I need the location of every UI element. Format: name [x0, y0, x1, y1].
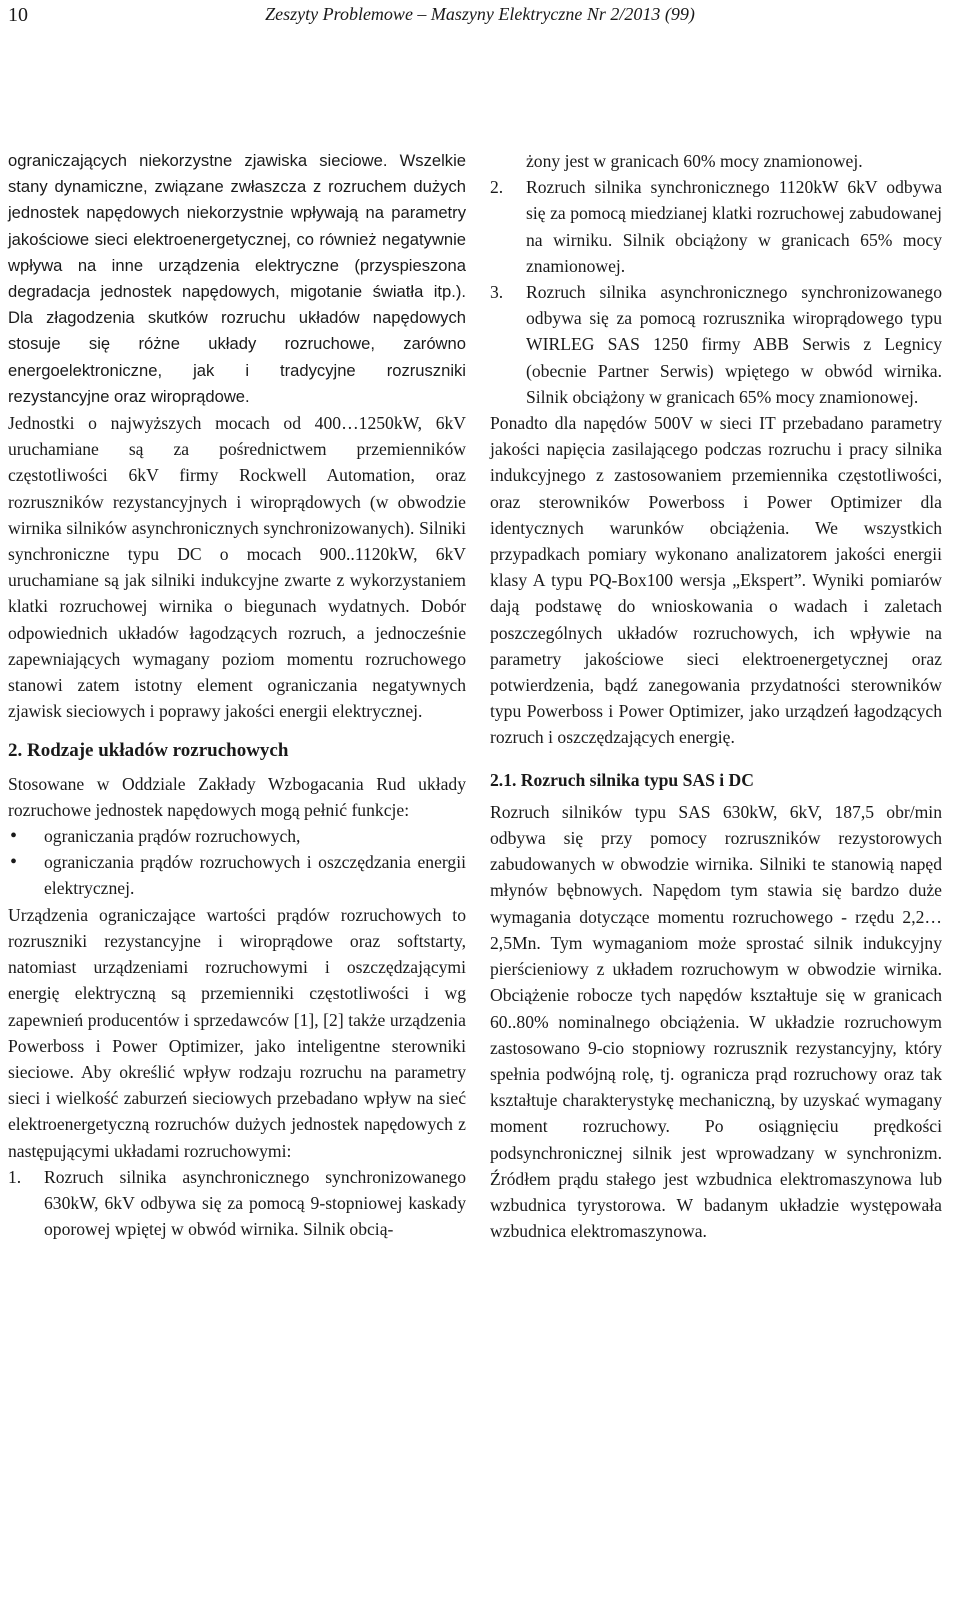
- list-item-text: Rozruch silnika synchronicznego 1120kW 6kV odbywa się za pomocą miedzianej klatki rozruchowej zabudowanej na wirniku. Silnik obciążony w granicach 65% mocy znamionowej.: [526, 177, 942, 276]
- list-item: [490, 279, 942, 410]
- units-paragraph: Jednostki o najwyższych mocach od 400…1250kW, 6kV uruchamiane są za pośrednictwem przemienników częstotliwości 6kV firmy Rockwell Automation, oraz rozruszników rezystancyjnych i wiroprądowych (w obwodzie wirnika silników asynchronicznych synchronizowanych). Silniki synchroniczne typu DC o mocach 900..1120kW, 6kV uruchamiane są jak silniki indukcyjne zwarte z wykorzystaniem klatki rozruchowej wirnika o biegunach wydatnych. Dobór odpowiednich układów łagodzących rozruch, a jednocześnie zapewniających wymagany poziom momentu rozruchowego stanowi zatem istotny element ograniczania negatywnych zjawisk sieciowych i poprawy jakości energii elektrycznej.: [8, 413, 466, 722]
- startup-list: [8, 1164, 466, 1243]
- measurement-paragraph: Ponadto dla napędów 500V w sieci IT przebadano parametry jakości napięcia zasilającego podczas rozruchu i pracy silnika indukcyjnego z zastosowaniem przemiennika częstotliwości, oraz sterowników Powerboss i Power Optimizer dla identycznych warunków obciążenia. We wszystkich przypadkach pomiary wykonano analizatorem jakości energii klasy A typu PQ-Box100 wersja „Ekspert”. Wyniki pomiarów dają podstawę do wnioskowania o wadach i zaletach poszczególnych układów rozruchowych, ich wpływie na parametry jakościowe sieci elektroenergetycznej oraz potwierdzenia, bądź zanegowania przydatności sterowników typu Powerboss i Power Optimizer, jako urządzeń łagodzących rozruch i oszczędzających energię.: [490, 413, 942, 748]
- list-item: • ograniczania prądów rozruchowych,: [8, 823, 466, 849]
- right-column: [490, 148, 942, 1244]
- list-number: 3.: [490, 282, 504, 303]
- list-item-text: Rozruch silnika asynchronicznego synchronizowanego 630kW, 6kV odbywa się za pomocą 9-stopniowej kaskady oporowej wpiętej w obwód wirnika. Silnik obcią-: [44, 1166, 466, 1240]
- functions-paragraph: Stosowane w Oddziale Zakłady Wzbogacania Rud układy rozruchowe jednostek napędowych mogą pełnić funkcje:: [8, 773, 466, 820]
- list-number: 1.: [8, 1166, 22, 1187]
- list-item: [490, 174, 942, 279]
- list-item-text: Rozruch silnika asynchronicznego synchronizowanego odbywa się za pomocą rozrusznika wiroprądowego typu WIRLEG SAS 1250 firmy ABB Serwis z Legnicy (obecnie Partner Serwis) wpiętego w obwód wirnika. Silnik obciążony w granicach 65% mocy znamionowej.: [526, 282, 942, 407]
- left-column: [8, 148, 466, 1242]
- list-item: [8, 1164, 466, 1243]
- devices-paragraph: Urządzenia ograniczające wartości prądów rozruchowych to rozruszniki rezystancyjne i wiroprądowe oraz softstarty, natomiast urządzeniami rozruchowymi i oszczędzającymi energię elektryczną są przemienniki częstotliwości i wg zapewnień producentów i sprzedawców [1], [2] także urządzenia Powerboss i Power Optimizer, jako inteligentne sterowniki sieciowe. Aby określić wpływ rodzaju rozruchu na parametry sieci i wielkość zaburzeń sieciowych przebadano wpływ na sieć elektroenergetyczną rozruchów dużych jednostek napędowych z następującymi układami rozruchowymi:: [8, 904, 466, 1161]
- sas-paragraph: Rozruch silników typu SAS 630kW, 6kV, 187,5 obr/min odbywa się przy pomocy rozruszników rezystorowych zabudowanych w obwodzie wirnika. Silniki te stanowią napęd młynów bębnowych. Napędom tym stawia się bardzo duże wymagania dotyczące momentu rozruchowego - rzędu 2,2…2,5Mn. Tym wymaganiom może sprostać silnik indukcyjny pierścieniowy z układem rozruchowym w obwodzie wirnika. Obciążenie robocze tych napędów kształtuje się w granicach 60..80% nominalnego obciążenia. W układzie rozruchowym zastosowano 9-cio stopniowy rozrusznik rezystancyjny, który spełnia podwójną rolę, tj. ogranicza prąd rozruchowy oraz tak kształtuje charakterystykę mechaniczną, by uzyskać wymagany moment rozruchowy. Po osiągnięciu prędkości podsynchronicznej silnik jest wprowadzany w synchronizm. Źródłem prądu stałego jest wzbudnica elektromaszynowa lub wzbudnica tyrystorowa. W badanym układzie występowała wzbudnica elektromaszynowa.: [490, 801, 942, 1242]
- page-number: 10: [8, 4, 28, 26]
- section-heading: 2. Rodzaje układów rozruchowych: [8, 740, 289, 762]
- intro-paragraph: ograniczających niekorzystne zjawiska sieciowe. Wszelkie stany dynamiczne, związane zwłaszcza z rozruchem dużych jednostek napędowych niekorzystnie wpływają na parametry jakościowe sieci elektroenergetycznej, co również negatywnie wpływa na inne urządzenia elektryczne (przyspieszona degradacja jednostek napędowych, migotanie światła itp.). Dla złagodzenia skutków rozruchu układów napędowych stosuje się różne układy rozruchowe, zarówno energoelektroniczne, jak i tradycyjne rozruszniki rezystancyjne oraz wiroprądowe.: [8, 151, 466, 406]
- functions-list: [8, 823, 466, 902]
- list-item-continuation: żony jest w granicach 60% mocy znamionowej.: [526, 151, 863, 171]
- running-header: Zeszyty Problemowe – Maszyny Elektryczne Nr 2/2013 (99): [265, 4, 695, 24]
- subsection-heading: 2.1. Rozruch silnika typu SAS i DC: [490, 769, 754, 790]
- startup-list-continued: [490, 174, 942, 410]
- list-item: • ograniczania prądów rozruchowych i oszczędzania energii elektrycznej.: [8, 849, 466, 901]
- list-number: 2.: [490, 177, 504, 198]
